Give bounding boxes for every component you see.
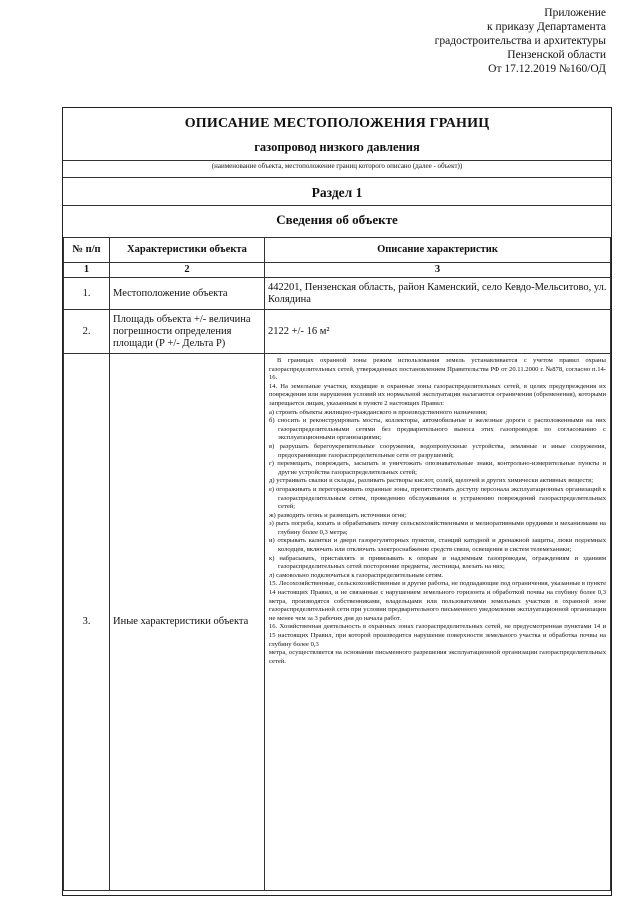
restriction-paragraph: в) разрушать берегоукрепительные сооружения, водопропускные устройства, земляные и иные сооружения, предохраняющие газораспределительные сети от разрушений; [269,442,606,459]
table-row [64,354,611,891]
object-caption: (наименование объекта, местоположение границ которого описано (далее - объект)) [211,162,463,170]
restriction-paragraph: г) перемещать, повреждать, засыпать и уничтожать опознавательные знаки, контрольно-измерительные пункты и другие устройства газораспределительных сетей; [269,460,606,476]
restriction-paragraph: д) устраивать свалки и склады, разливать растворы кислот, солей, щелочей и других химически активных веществ; [269,477,594,485]
section-subtitle: Сведения об объекте [276,212,398,227]
table-row [64,278,611,310]
appendix-line: к приказу Департамента [487,21,606,33]
appendix-line: Приложение [544,7,606,19]
column-index: 2 [110,263,265,278]
divider [63,177,611,178]
row-value: 2122 +/- 16 м² [265,310,611,354]
table-row [64,310,611,354]
section-title: Раздел 1 [311,185,363,200]
restriction-paragraph: метра, осуществляется на основании письменного разрешения эксплуатационной организации газораспределительных сетей. [269,649,606,665]
restriction-paragraph: 15. Лесохозяйственные, сельскохозяйственные и другие работы, не подпадающие под ограничения, указанные в пункте 14 настоящих Правил, и не связанные с нарушением земельного горизонта и обработкой почвы на глубину более 0,3 метра, производятся собственниками, владельцами или пользователями земельных участков в охранной зоне газораспределительной сети при условии предварительного письменного уведомления эксплуатационной организации не менее чем за 3 рабочих дня до начала работ. [269,580,606,622]
restriction-paragraph: 16. Хозяйственная деятельность в охранных зонах газораспределительных сетей, не предусмотренная пунктами 14 и 15 настоящих Правил, при которой производится нарушение поверхности земельного участка и обработка почвы на глубину более 0,3 [269,623,606,648]
restriction-paragraph: з) рыть погреба, копать и обрабатывать почву сельскохозяйственными и мелиоративными орудиями и механизмами на глубину более 0,3 метра; [269,520,606,536]
appendix-line: Пензенской области [507,49,606,61]
document-title: ОПИСАНИЕ МЕСТОПОЛОЖЕНИЯ ГРАНИЦ [184,116,490,131]
column-header: Характеристики объекта [110,238,265,263]
appendix-line: градостроительства и архитектуры [434,35,606,47]
restrictions-text [265,354,611,891]
column-header: № п/п [64,238,110,263]
table-index-row [64,263,611,278]
column-index: 1 [64,263,110,278]
row-number: 2. [64,310,110,354]
restriction-paragraph: е) огораживать и перегораживать охранные зоны, препятствовать доступу персонала эксплуатационных организаций к газораспределительным сетям, проведению обслуживания и устранению повреждений газораспределительных сетей; [269,485,606,511]
appendix-line: От 17.12.2019 №160/ОД [488,63,606,75]
row-number: 1. [64,278,110,310]
row-name: Иные характеристики объекта [110,354,265,891]
restriction-paragraph: а) строить объекты жилищно-гражданского и производственного назначения; [269,408,488,416]
row-number: 3. [64,354,110,891]
column-header: Описание характеристик [265,238,611,263]
table-header-row [64,238,611,263]
restriction-paragraph: и) открывать калитки и двери газорегуляторных пунктов, станций катодной и дренажной защиты, люки подземных колодцев, включать или отключать электроснабжение средств связи, освещения и систем телемеханики; [269,537,606,554]
row-name: Площадь объекта +/- величина погрешности определения площади (Р +/- Дельта Р) [110,310,265,354]
document-frame [62,107,612,896]
restriction-paragraph: л) самовольно подключаться к газораспределительным сетям. [269,571,444,579]
row-value: 442201, Пензенская область, район Каменский, село Кевдо-Мельситово, ул. Колядина [265,278,611,310]
divider [63,205,611,206]
object-info-table [63,237,611,891]
restriction-paragraph: к) набрасывать, приставлять и привязывать к опорам и надземным газопроводам, ограждениям и зданиям газораспределительных сетей посторонние предметы, лестницы, влезать на них; [269,554,606,571]
restriction-paragraph: ж) разводить огонь и размещать источники огня; [269,511,407,519]
restriction-paragraph: В границах охранной зоны режим использования земель устанавливается с учетом правил охраны газораспределительных сетей, утвержденных постановлением Правительства РФ от 20.11.2000 г. №878, согласно п.14-16. [269,357,606,382]
restriction-paragraph: б) сносить и реконструировать мосты, коллекторы, автомобильные и железные дороги с расположенными на них газораспределительными сетями без предварительного выноса этих газопроводов по согласованию с эксплуатационными организациями; [269,417,606,442]
row-name: Местоположение объекта [110,278,265,310]
restriction-paragraph: 14. На земельные участки, входящие в охранные зоны газораспределительных сетей, в целях предупреждения их повреждения или нарушения условий их нормальной эксплуатации налагаются ограничения (обременения), которыми запрещается лицам, указанным в пункте 2 настоящих Правил: [269,382,606,407]
divider [63,160,611,161]
column-index: 3 [265,263,611,278]
appendix-block [306,6,606,76]
object-name: газопровод низкого давления [254,140,420,154]
